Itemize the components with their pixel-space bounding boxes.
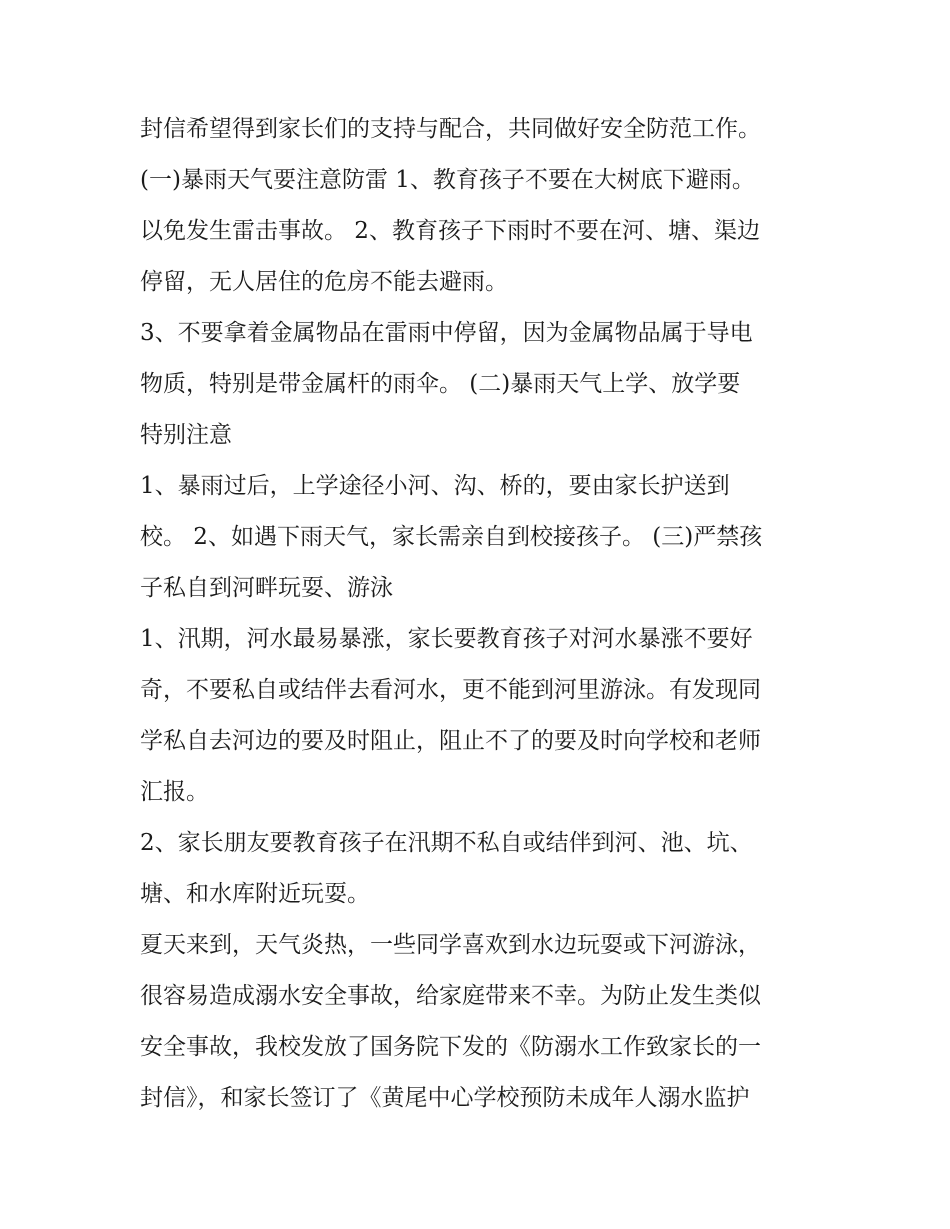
- text-line: 以免发生雷击事故。 2、教育孩子下雨时不要在河、塘、渠边: [140, 218, 760, 244]
- text-line: 1、暴雨过后，上学途径小河、沟、桥的，要由家长护送到: [140, 473, 730, 499]
- text-line: 停留，无人居住的危房不能去避雨。: [140, 269, 508, 295]
- text-line: 1、汛期，河水最易暴涨，家长要教育孩子对河水暴涨不要好: [140, 626, 753, 652]
- text-line: 汇报。: [140, 779, 209, 805]
- text-line: 学私自去河边的要及时阻止，阻止不了的要及时向学校和老师: [140, 728, 761, 754]
- text-line: 夏天来到，天气炎热，一些同学喜欢到水边玩耍或下河游泳，: [140, 932, 761, 958]
- text-line: 封信》，和家长签订了《黄尾中心学校预防未成年人溺水监护: [140, 1085, 750, 1111]
- text-line: 封信希望得到家长们的支持与配合，共同做好安全防范工作。: [140, 116, 761, 142]
- text-line: 奇，不要私自或结伴去看河水，更不能到河里游泳。有发现同: [140, 677, 761, 703]
- text-line: 物质，特别是带金属杆的雨伞。 (二)暴雨天气上学、放学要: [140, 371, 741, 397]
- text-line: (一)暴雨天气要注意防雷 1、教育孩子不要在大树底下避雨。: [140, 167, 755, 193]
- text-line: 特别注意: [140, 422, 232, 448]
- text-line: 塘、和水库附近玩耍。: [140, 881, 370, 907]
- text-line: 很容易造成溺水安全事故，给家庭带来不幸。为防止发生类似: [140, 983, 761, 1009]
- text-line: 子私自到河畔玩耍、游泳: [140, 575, 393, 601]
- text-line: 安全事故，我校发放了国务院下发的《防溺水工作致家长的一: [140, 1034, 761, 1060]
- text-line: 3、不要拿着金属物品在雷雨中停留，因为金属物品属于导电: [140, 320, 753, 346]
- text-line: 校。 2、如遇下雨天气，家长需亲自到校接孩子。 (三)严禁孩: [140, 524, 763, 550]
- text-line: 2、家长朋友要教育孩子在汛期不私自或结伴到河、池、坑、: [140, 830, 753, 856]
- document-body: [140, 104, 840, 1124]
